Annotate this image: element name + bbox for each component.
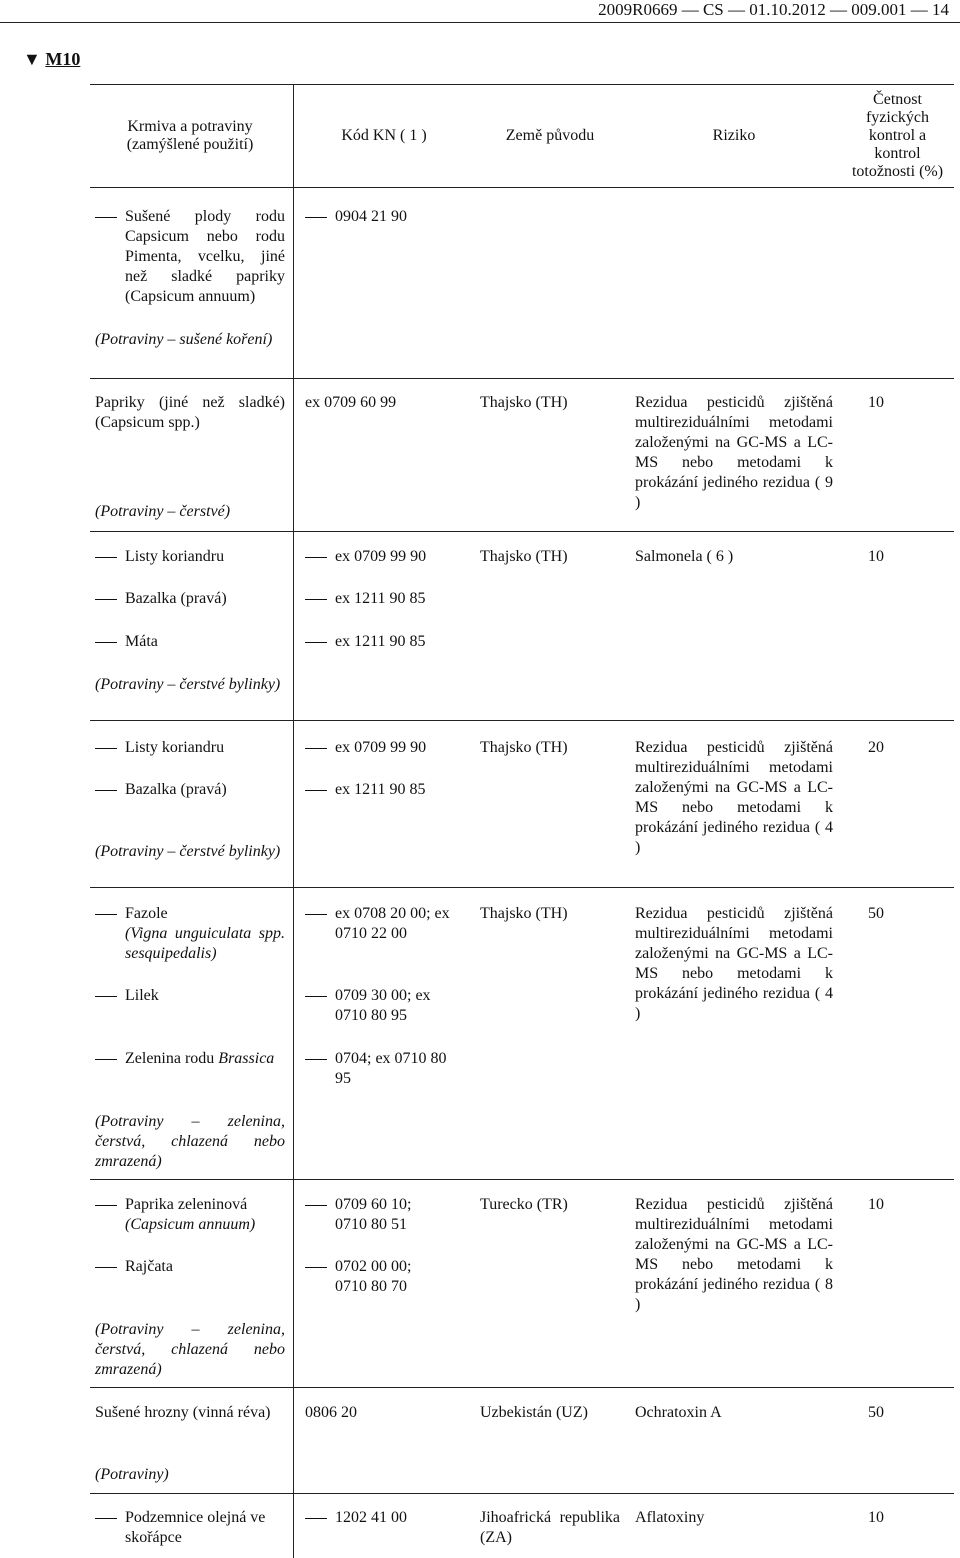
intended-use: (Potraviny – čerstvé bylinky) (95, 843, 281, 860)
feed-item: Sušené hrozny (vinná réva) (95, 1404, 271, 1421)
country: Uzbekistán (UZ) (480, 1404, 588, 1421)
country: Turecko (TR) (480, 1196, 568, 1213)
hazard: Rezidua pesticidů zjištěná multireziduálními metodami založenými na GC-MS a LC-MS nebo metodami k prokázání jediného rezidua ( 4 ) (635, 905, 833, 1022)
feed-item-text: Zelenina rodu (125, 1050, 215, 1067)
feed-item-latin: (Vigna unguiculata spp. sesquipedalis) (125, 925, 285, 962)
header-feed-food: Krmiva a potraviny (zamýšlené použití) (126, 118, 254, 153)
hazard: Salmonela ( 6 ) (635, 548, 734, 565)
feed-item: Podzemnice olejná ve skořápce (125, 1509, 266, 1546)
country: Thajsko (TH) (480, 739, 568, 756)
dash-mark (305, 748, 327, 749)
dash-mark (95, 557, 117, 558)
feed-item: Listy koriandru (125, 739, 225, 756)
header-country: Země původu (505, 127, 595, 144)
feed-item: Papriky (jiné než sladké) (Capsicum spp.) (95, 394, 285, 431)
dash-mark (95, 642, 117, 643)
table-rule (90, 1179, 954, 1180)
check-frequency: 10 (868, 548, 884, 565)
feed-item: Fazole (125, 905, 168, 922)
check-frequency: 10 (868, 394, 884, 411)
table-rule (90, 887, 954, 888)
intended-use: (Potraviny) (95, 1466, 169, 1483)
dash-mark (305, 1267, 327, 1268)
dash-mark (305, 217, 327, 218)
header-frequency: Četnost fyzických kontrol a kontrol totožnosti (%) (851, 91, 944, 180)
dash-mark (95, 790, 117, 791)
table-rule (90, 1387, 954, 1388)
hazard: Rezidua pesticidů zjištěná multireziduálními metodami založenými na GC-MS a LC-MS nebo metodami k prokázání jediného rezidua ( 8 ) (635, 1196, 833, 1313)
check-frequency: 20 (868, 739, 884, 756)
feed-item: Máta (125, 633, 158, 650)
intended-use: (Potraviny – zelenina, čerstvá, chlazená nebo zmrazená) (95, 1113, 285, 1170)
header-hazard: Riziko (712, 127, 756, 144)
table-rule (90, 1493, 954, 1494)
dash-mark (95, 1205, 117, 1206)
running-header: 2009R0669 — CS — 01.10.2012 — 009.001 — 14 (598, 0, 949, 19)
cn-code: 0904 21 90 (335, 208, 407, 225)
cn-code: ex 1211 90 85 (335, 781, 426, 798)
cn-code: 0702 00 00; 0710 80 70 (335, 1258, 412, 1295)
intended-use: (Potraviny – čerstvé) (95, 503, 231, 520)
dash-mark (95, 1059, 117, 1060)
cn-code: ex 0709 99 90 (335, 739, 427, 756)
feed-item: Bazalka (pravá) (125, 590, 227, 607)
feed-item: Paprika zeleninová (125, 1196, 248, 1213)
intended-use: (Potraviny – čerstvé bylinky) (95, 676, 281, 693)
header-rule (0, 22, 960, 23)
dash-mark (95, 599, 117, 600)
check-frequency: 50 (868, 905, 884, 922)
check-frequency: 10 (868, 1509, 884, 1526)
dash-mark (305, 914, 327, 915)
dash-mark (95, 996, 117, 997)
intended-use: (Potraviny – sušené koření) (95, 331, 273, 348)
header-cn-code: Kód KN ( 1 ) (341, 127, 427, 144)
check-frequency: 10 (868, 1196, 884, 1213)
intended-use: (Potraviny – zelenina, čerstvá, chlazená nebo zmrazená) (95, 1321, 285, 1378)
cn-code: 0704; ex 0710 80 95 (335, 1050, 447, 1087)
feed-item (125, 1049, 285, 1069)
dash-mark (95, 1267, 117, 1268)
table-rule (90, 531, 954, 532)
dash-mark (95, 748, 117, 749)
cn-code: ex 1211 90 85 (335, 633, 426, 650)
cn-code: ex 1211 90 85 (335, 590, 426, 607)
country: Jihoafrická republika (ZA) (480, 1509, 620, 1546)
country: Thajsko (TH) (480, 548, 568, 565)
amendment-marker (23, 49, 80, 70)
cn-code: 1202 41 00 (335, 1509, 407, 1526)
cn-code: 0709 30 00; ex 0710 80 95 (335, 987, 431, 1024)
feed-item: Bazalka (pravá) (125, 781, 227, 798)
dash-mark (305, 557, 327, 558)
feed-item: Listy koriandru (125, 548, 225, 565)
hazard: Ochratoxin A (635, 1404, 722, 1421)
triangle-down-icon: ▼ (23, 49, 41, 69)
country: Thajsko (TH) (480, 905, 568, 922)
cn-code: ex 0708 20 00; ex 0710 22 00 (335, 905, 450, 942)
cn-code: 0806 20 (305, 1404, 357, 1421)
country: Thajsko (TH) (480, 394, 568, 411)
cn-code: ex 0709 60 99 (305, 394, 397, 411)
dash-mark (305, 996, 327, 997)
feed-item: Sušené plody rodu Capsicum nebo rodu Pimenta, vcelku, jiné než sladké papriky (Capsicum annuum) (125, 208, 285, 305)
feed-item-latin: Brassica (218, 1050, 275, 1067)
dash-mark (305, 1059, 327, 1060)
dash-mark (305, 642, 327, 643)
table-rule (90, 720, 954, 721)
dash-mark (305, 599, 327, 600)
dash-mark (95, 1518, 117, 1519)
table-rule (90, 378, 954, 379)
hazard: Rezidua pesticidů zjištěná multireziduálními metodami založenými na GC-MS a LC-MS nebo metodami k prokázání jediného rezidua ( 4 ) (635, 739, 833, 856)
dash-mark (95, 217, 117, 218)
dash-mark (305, 1205, 327, 1206)
feed-item: Rajčata (125, 1258, 173, 1275)
cn-code: 0709 60 10; 0710 80 51 (335, 1196, 412, 1233)
dash-mark (305, 790, 327, 791)
dash-mark (305, 1518, 327, 1519)
column-rule (293, 84, 294, 1558)
hazard: Rezidua pesticidů zjištěná multireziduálními metodami založenými na GC-MS a LC-MS nebo metodami k prokázání jediného rezidua ( 9 ) (635, 394, 833, 511)
feed-item-latin: (Capsicum annuum) (125, 1216, 256, 1233)
dash-mark (95, 914, 117, 915)
amendment-code[interactable]: M10 (45, 49, 81, 69)
feed-item: Lilek (125, 987, 159, 1004)
hazard: Aflatoxiny (635, 1509, 705, 1526)
cn-code: ex 0709 99 90 (335, 548, 427, 565)
check-frequency: 50 (868, 1404, 884, 1421)
